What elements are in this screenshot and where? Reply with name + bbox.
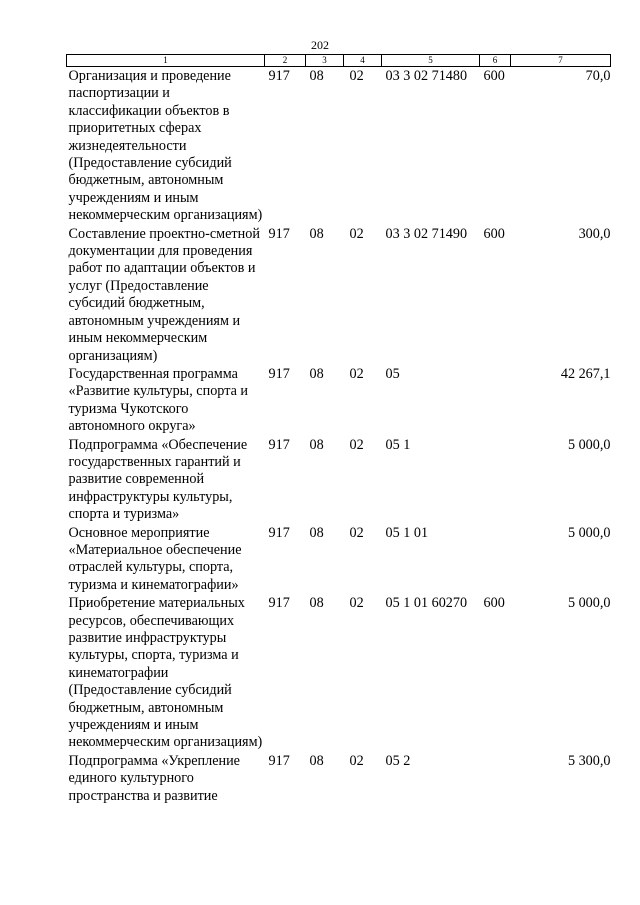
section-code: 08 — [309, 365, 324, 382]
target-article-code: 03 3 02 71490 — [385, 225, 468, 242]
target-article-code: 05 1 01 60270 — [385, 595, 468, 612]
table-row — [67, 436, 611, 524]
table-header — [67, 55, 611, 67]
amount: 5 000,0 — [567, 436, 611, 453]
amount: 300,0 — [578, 225, 611, 242]
page-number: 202 — [311, 38, 329, 52]
budget-table — [66, 54, 611, 805]
target-article-code: 05 1 — [385, 436, 411, 453]
row-name: Составление проектно-сметной документации для проведения работ по адаптации объектов и услуг (Предоставление субсидий бюджетным, автономным учреждениям и иным некоммерческим организациям) — [68, 225, 260, 364]
amount: 70,0 — [585, 68, 611, 84]
target-article-code: 05 2 — [385, 752, 411, 769]
target-article-code: 05 1 01 — [385, 524, 429, 541]
table-row — [67, 365, 611, 436]
ministry-code: 917 — [268, 752, 290, 769]
subsection-code: 02 — [349, 524, 364, 541]
expense-type-code — [480, 524, 511, 595]
amount: 5 000,0 — [567, 595, 611, 612]
target-article-code: 05 — [385, 365, 400, 382]
amount: 5 000,0 — [567, 524, 611, 541]
subsection-code: 02 — [349, 752, 364, 769]
section-code: 08 — [309, 752, 324, 769]
table-row — [67, 67, 611, 225]
ministry-code: 917 — [268, 365, 290, 382]
table-row — [67, 594, 611, 752]
ministry-code: 917 — [268, 595, 290, 612]
row-name: Организация и проведение паспортизации и классификации объектов в приоритетных сферах жизнедеятельности (Предоставление субсидий бюджетным, автономным учреждениям и иным некоммерческим организациям) — [68, 68, 263, 224]
amount: 5 300,0 — [567, 752, 611, 769]
column-header-2: 2 — [265, 55, 306, 67]
ministry-code: 917 — [268, 68, 290, 84]
row-name: Основное мероприятие «Материальное обеспечение отраслей культуры, спорта, туризма и кинематографии» — [68, 524, 242, 593]
section-code: 08 — [309, 68, 324, 84]
ministry-code: 917 — [268, 524, 290, 541]
ministry-code: 917 — [268, 436, 290, 453]
column-header-1: 1 — [67, 55, 265, 67]
header-row — [67, 55, 611, 67]
column-header-7: 7 — [511, 55, 611, 67]
row-name: Государственная программа «Развитие культуры, спорта и туризма Чукотского автономного округа» — [68, 365, 249, 435]
ministry-code: 917 — [268, 225, 290, 242]
row-name: Приобретение материальных ресурсов, обеспечивающих развитие инфраструктуры культуры, спорта, туризма и кинематографии (Предоставление субсидий бюджетным, автономным учреждениям и иным некоммерческим организациям) — [68, 595, 263, 751]
subsection-code: 02 — [349, 595, 364, 612]
column-header-6: 6 — [480, 55, 511, 67]
row-name: Подпрограмма «Укрепление единого культурного пространства и развитие — [68, 752, 240, 804]
table-row — [67, 752, 611, 805]
expense-type-code: 600 — [483, 225, 505, 242]
expense-type-code — [480, 752, 511, 805]
subsection-code: 02 — [349, 225, 364, 242]
column-header-4: 4 — [344, 55, 382, 67]
subsection-code: 02 — [349, 365, 364, 382]
table-row — [67, 524, 611, 595]
table-row — [67, 225, 611, 365]
section-code: 08 — [309, 524, 324, 541]
expense-type-code — [480, 365, 511, 436]
row-name: Подпрограмма «Обеспечение государственных гарантий и развитие современной инфраструктуры культуры, спорта и туризма» — [68, 436, 248, 523]
section-code: 08 — [309, 595, 324, 612]
expense-type-code — [480, 436, 511, 524]
expense-type-code: 600 — [483, 68, 505, 84]
section-code: 08 — [309, 225, 324, 242]
amount: 42 267,1 — [560, 365, 611, 382]
section-code: 08 — [309, 436, 324, 453]
subsection-code: 02 — [349, 68, 364, 84]
column-header-3: 3 — [306, 55, 344, 67]
table-body — [67, 67, 611, 806]
target-article-code: 03 3 02 71480 — [385, 68, 468, 84]
column-header-5: 5 — [382, 55, 480, 67]
subsection-code: 02 — [349, 436, 364, 453]
expense-type-code: 600 — [483, 595, 505, 612]
